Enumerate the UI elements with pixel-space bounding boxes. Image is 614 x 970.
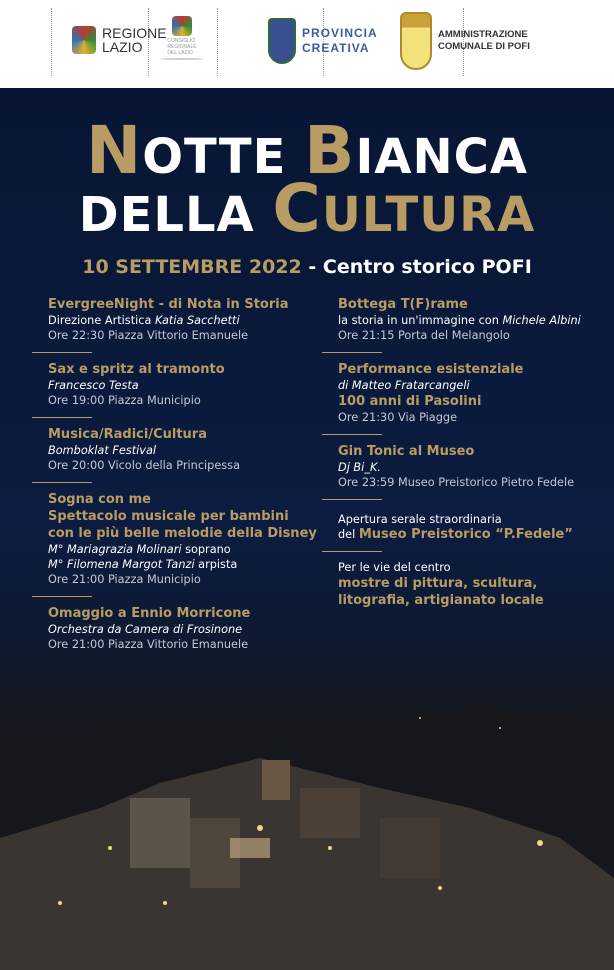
divider	[32, 352, 92, 353]
event-text: la storia in un'immagine con	[338, 314, 503, 327]
event-text: Bomboklat Festival	[48, 444, 157, 457]
logo-provincia-creativa: PROVINCIA CREATIVA	[268, 18, 378, 64]
event-text: Museo Preistorico “P.Fedele”	[358, 527, 573, 542]
divider	[322, 434, 382, 435]
event-text: Michele Albini	[502, 314, 581, 327]
event-text: Ore 20:00 Vicolo della Principessa	[48, 459, 240, 472]
divider	[32, 596, 92, 597]
sponsor-header	[0, 0, 614, 88]
event-item	[338, 512, 581, 542]
event-text: Dj Bi_K.	[338, 461, 381, 474]
consiglio-emblem-icon	[172, 16, 192, 36]
event-text: Ore 22:30 Piazza Vittorio Emanuele	[48, 329, 249, 342]
event-text: Sax e spritz al tramonto	[48, 362, 225, 377]
divider	[322, 551, 382, 552]
event-date: 10 SETTEMBRE 2022 - Centro storico POFI	[82, 256, 532, 278]
regione-lazio-emblem-icon	[72, 26, 96, 54]
event-text: Bottega T(F)rame	[338, 297, 468, 312]
event-text: di Matteo Fratarcangeli	[338, 379, 470, 392]
event-item	[338, 296, 581, 343]
event-text	[338, 527, 581, 542]
event-text: Apertura serale straordinaria	[338, 513, 502, 526]
event-text: Sogna con me	[48, 492, 151, 507]
event-text: soprano	[181, 543, 231, 556]
event-text: Ore 21:00 Piazza Municipio	[48, 573, 201, 586]
event-text: Musica/Radici/Cultura	[48, 427, 207, 442]
event-item	[338, 560, 581, 609]
pofi-coat-of-arms-icon	[400, 12, 432, 70]
event-item	[338, 443, 581, 490]
event-text: Gin Tonic al Museo	[338, 444, 475, 459]
event-item	[48, 426, 317, 473]
program-left-column	[48, 296, 317, 661]
event-item	[48, 605, 317, 652]
event-text: del	[338, 528, 359, 541]
event-text	[48, 313, 317, 328]
event-text: M° Filomena Margot Tanzi	[48, 558, 195, 571]
divider	[32, 482, 92, 483]
event-text: Ore 21:00 Piazza Vittorio Emanuele	[48, 638, 249, 651]
event-text: Direzione Artistica	[48, 314, 155, 327]
event-text: Omaggio a Ennio Morricone	[48, 606, 251, 621]
title-line-1: NOTTE BIANCA	[85, 112, 528, 189]
event-text: Ore 21:15 Porta del Melangolo	[338, 329, 510, 342]
event-text	[48, 557, 317, 572]
event-text: mostre di pittura, scultura,	[338, 576, 538, 591]
logo-comune-pofi: AMMINISTRAZIONE COMUNALE DI POFI	[400, 12, 530, 70]
logo-consiglio-regionale: CONSIGLIO REGIONALE DEL LAZIO	[160, 16, 204, 60]
event-text: Per le vie del centro	[338, 561, 451, 574]
divider	[322, 499, 382, 500]
event-text: M° Mariagrazia Molinari	[48, 543, 182, 556]
event-item	[48, 361, 317, 408]
title-line-2: DELLA CULTURA	[78, 170, 536, 247]
event-text: 100 anni di Pasolini	[338, 394, 482, 409]
event-text: Katia Sacchetti	[154, 314, 240, 327]
event-text: Spettacolo musicale per bambini	[48, 509, 289, 524]
event-item	[48, 491, 317, 587]
event-item	[338, 361, 581, 425]
logo-regione-lazio: REGIONE LAZIO	[72, 26, 167, 54]
event-text: arpista	[194, 558, 238, 571]
event-text	[48, 542, 317, 557]
divider	[322, 352, 382, 353]
night-city-photo	[0, 688, 614, 970]
event-text: con le più belle melodie della Disney	[48, 526, 317, 541]
event-text: Francesco Testa	[48, 379, 139, 392]
event-text: litografia, artigianato locale	[338, 593, 544, 608]
event-text	[338, 313, 581, 328]
event-text: EvergreeNight - di Nota in Storia	[48, 297, 289, 312]
event-item	[48, 296, 317, 343]
divider	[32, 417, 92, 418]
event-text: Orchestra da Camera di Frosinone	[48, 623, 243, 636]
event-text: Ore 23:59 Museo Preistorico Pietro Fedele	[338, 476, 575, 489]
provincia-shield-icon	[268, 18, 296, 64]
event-text: Ore 19:00 Piazza Municipio	[48, 394, 201, 407]
program-right-column	[338, 296, 581, 618]
event-text: Performance esistenziale	[338, 362, 524, 377]
event-text: Ore 21:30 Via Piagge	[338, 411, 458, 424]
